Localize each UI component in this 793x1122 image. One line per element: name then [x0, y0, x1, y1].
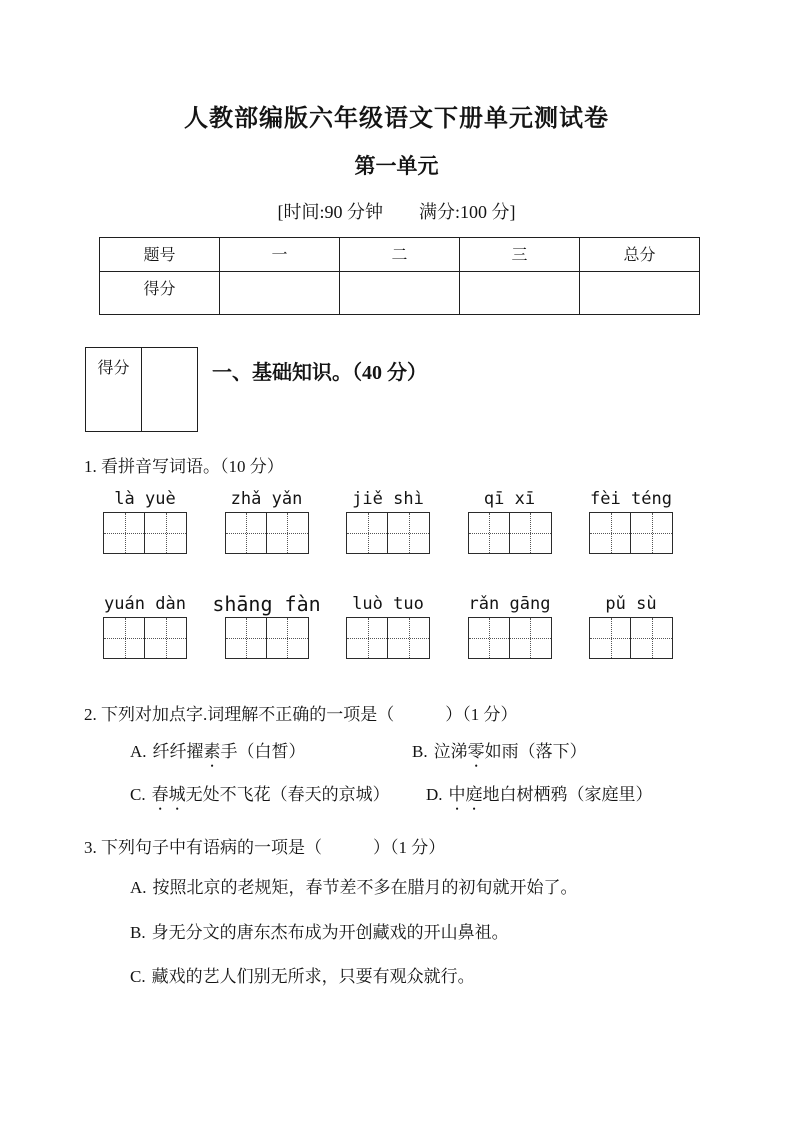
section-score-box-label: 得分	[86, 348, 142, 431]
option-text: 无处不飞花（春天的京城）	[185, 785, 390, 804]
q3-option-a	[130, 873, 578, 898]
box-dotted-guide	[226, 533, 308, 534]
q2-option-d	[426, 780, 653, 814]
pinyin-unit	[589, 592, 673, 659]
box-dotted-guide	[590, 533, 672, 534]
doc-time-score-meta: [时间:90 分钟 满分:100 分]	[277, 202, 516, 222]
box-dotted-guide	[226, 638, 308, 639]
q2-option-b	[412, 737, 587, 771]
pinyin-writing-box[interactable]	[225, 512, 309, 554]
q1-stem: 1. 看拼音写词语。（10 分）	[84, 457, 284, 476]
score-cell-part-one[interactable]	[220, 272, 340, 315]
box-dotted-guide	[590, 638, 672, 639]
score-header-part-two: 二	[340, 238, 460, 272]
pinyin-writing-box[interactable]	[346, 512, 430, 554]
q2-option-c	[130, 780, 390, 814]
pinyin-writing-box[interactable]	[589, 617, 673, 659]
pinyin-label: là yuè	[114, 489, 176, 509]
option-text: 泣涕	[433, 742, 468, 761]
pinyin-label: rǎn gāng	[468, 594, 551, 614]
score-summary-table	[99, 237, 700, 315]
pinyin-unit	[103, 487, 187, 554]
pinyin-label: zhǎ yǎn	[230, 489, 303, 509]
box-dotted-guide	[104, 533, 186, 534]
pinyin-writing-box[interactable]	[468, 512, 552, 554]
score-table-header-row	[100, 238, 700, 272]
option-text: 纤纤擢	[152, 742, 204, 761]
score-header-part-one: 一	[220, 238, 340, 272]
box-dotted-guide	[469, 638, 551, 639]
pinyin-row-1	[103, 487, 673, 554]
pinyin-unit	[589, 487, 673, 554]
pinyin-writing-box[interactable]	[225, 617, 309, 659]
section1-heading: 一、基础知识。（40 分）	[212, 362, 427, 384]
option-text: 藏戏的艺人们别无所求，只要有观众就行。	[151, 967, 475, 986]
box-dotted-guide	[347, 533, 429, 534]
option-text: 地白树栖鸦（家庭里）	[482, 785, 653, 804]
pinyin-label: pǔ sù	[605, 594, 657, 614]
option-label: C.	[130, 967, 146, 986]
doc-unit-title: 第一单元	[354, 155, 439, 178]
pinyin-label: qī xī	[483, 489, 536, 509]
pinyin-unit	[212, 592, 321, 659]
option-text: 身无分文的唐东杰布成为开创藏戏的开山鼻祖。	[151, 923, 509, 942]
pinyin-label: luò tuo	[352, 594, 424, 614]
pinyin-writing-box[interactable]	[103, 512, 187, 554]
pinyin-unit	[468, 487, 552, 554]
pinyin-label: shāng fàn	[212, 592, 321, 616]
pinyin-unit	[346, 487, 430, 554]
option-emphasized-text: 素	[203, 742, 221, 761]
pinyin-unit	[468, 592, 552, 659]
pinyin-unit	[346, 592, 430, 659]
option-label: C.	[130, 785, 146, 804]
q3-option-c	[130, 962, 475, 987]
box-dotted-guide	[104, 638, 186, 639]
option-label: B.	[130, 923, 146, 942]
score-cell-total[interactable]	[580, 272, 700, 315]
q2-stem: 2. 下列对加点字.词理解不正确的一项是（ ）（1 分）	[84, 705, 518, 724]
score-header-question-no: 题号	[100, 238, 220, 272]
pinyin-row-2	[103, 592, 673, 659]
score-cell-part-three[interactable]	[460, 272, 580, 315]
q2-option-a	[130, 737, 306, 771]
pinyin-label: fèi téng	[590, 489, 672, 509]
pinyin-label: jiě shì	[352, 489, 424, 509]
option-emphasized-text: 中庭	[448, 785, 483, 804]
pinyin-writing-box[interactable]	[103, 617, 187, 659]
option-label: B.	[412, 742, 428, 761]
pinyin-writing-box[interactable]	[468, 617, 552, 659]
score-header-total: 总分	[580, 238, 700, 272]
q3-stem: 3. 下列句子中有语病的一项是（ ）（1 分）	[84, 838, 446, 857]
section-score-box-value[interactable]	[142, 348, 197, 431]
score-row-label: 得分	[100, 272, 220, 315]
score-header-part-three: 三	[460, 238, 580, 272]
pinyin-writing-box[interactable]	[346, 617, 430, 659]
box-dotted-guide	[347, 638, 429, 639]
pinyin-unit	[103, 592, 187, 659]
score-cell-part-two[interactable]	[340, 272, 460, 315]
option-label: A.	[130, 742, 147, 761]
q3-option-b	[130, 918, 509, 943]
score-table-values-row	[100, 272, 700, 315]
pinyin-unit	[225, 487, 309, 554]
option-emphasized-text: 零	[467, 742, 485, 761]
option-label: D.	[426, 785, 443, 804]
pinyin-writing-box[interactable]	[589, 512, 673, 554]
option-emphasized-text: 春城	[151, 785, 186, 804]
pinyin-label: yuán dàn	[104, 594, 186, 614]
option-text: 手（白皙）	[220, 742, 306, 761]
section-score-box	[85, 347, 198, 432]
option-text: 如雨（落下）	[484, 742, 587, 761]
box-dotted-guide	[469, 533, 551, 534]
doc-title: 人教部编版六年级语文下册单元测试卷	[184, 105, 609, 132]
option-text: 按照北京的老规矩，春节差不多在腊月的初旬就开始了。	[152, 878, 578, 897]
option-label: A.	[130, 878, 147, 897]
